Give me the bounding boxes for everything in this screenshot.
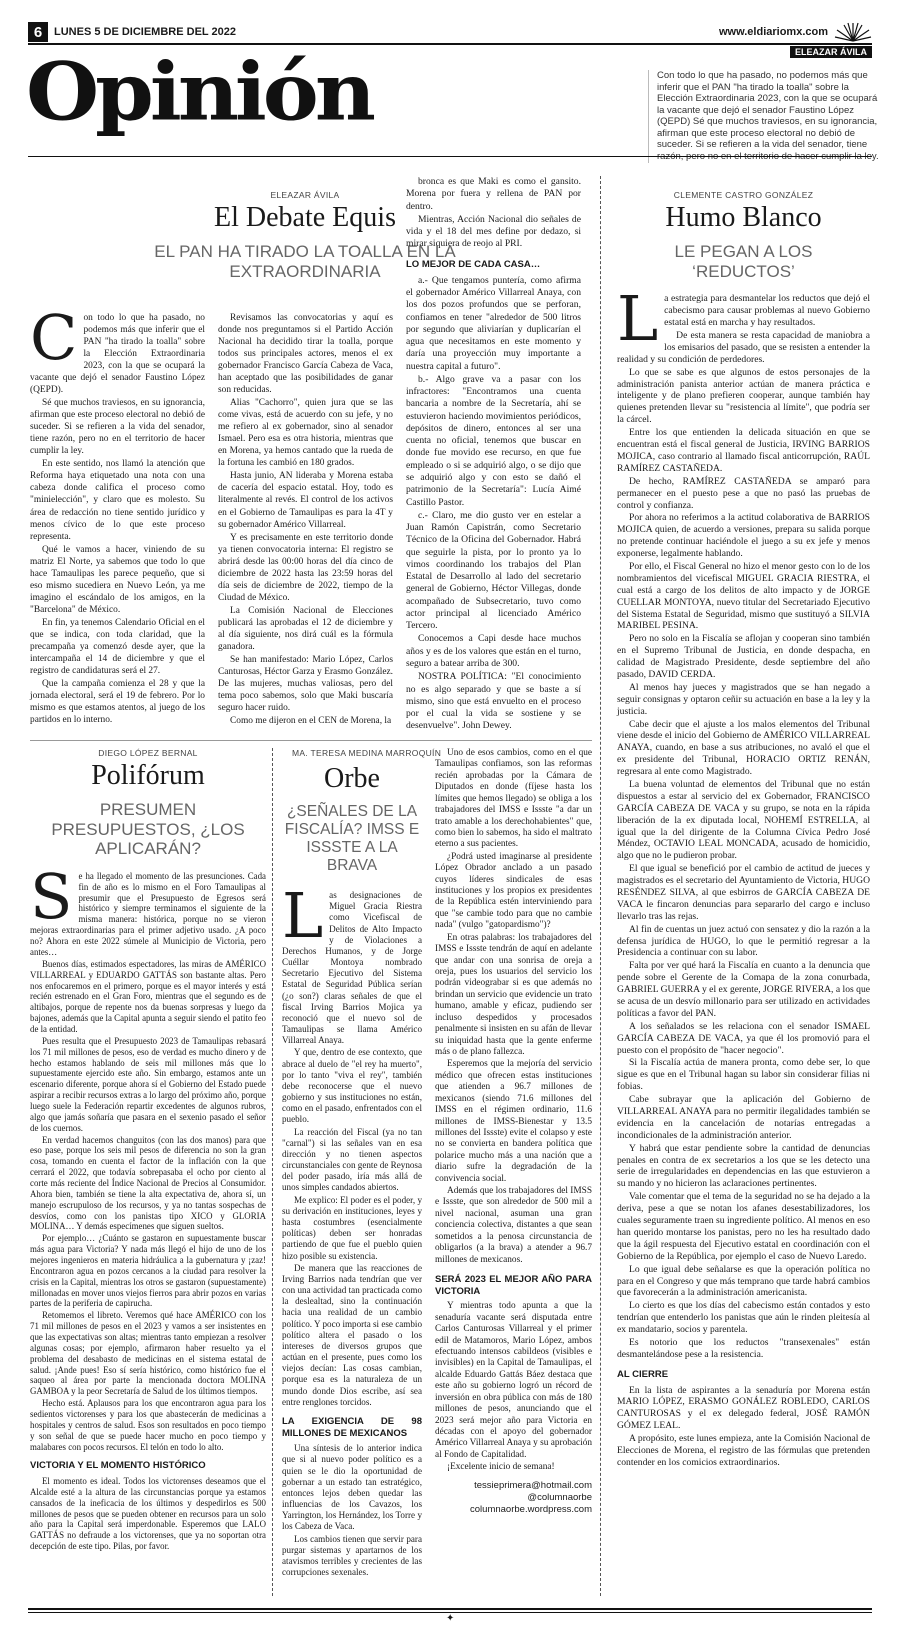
- debate-column-3: [406, 176, 581, 734]
- paragraph: Hecho está. Aplausos para los que encontraron agua para los sedientos victorenses y para los que abastecerán de medicinas a hospitales y centros de salud. Esos son resultados en poco tiempo y son señal de que se puede hacer mucho en poco tiempo y malabares con pocos recursos. El telón en todo lo alto.: [30, 1398, 266, 1452]
- paragraph: NOSTRA POLÍTICA: "El conocimiento no es algo separado y que se baste a sí mismo, sino que está envuelto en el proceso por el cual la vida se sostiene y se desenvuelve". John Dewey.: [406, 671, 581, 732]
- paragraph: b.- Algo grave va a pasar con los infractores: "Encontramos una cuenta bancaria a nombre de la Secretaría, ahí se estuvieron haciendo movimientos periódicos, depósitos de dinero, entonces al ser una cuenta no oficial, tenemos que buscar en donde fue movido ese recurso, en que fue empleado o si se adquirió algo, o se dijo que se adquirió algo y con esto se dañó el patrimonio de la Secretaría": Lucía Aimé Castillo Pastor.: [406, 373, 581, 508]
- paragraph: En este sentido, nos llamó la atención que Reforma haya etiquetado una nota con una cabeza donde califica el proceso como "minielección", y claro que es molesto. Su área de redacción no tiene sentido jurídico y menos cívico de lo que este proceso representa.: [30, 459, 205, 542]
- orbe-title-block: [282, 762, 422, 887]
- footer-ornament-icon: ✦: [446, 1613, 455, 1624]
- section-title: Opinión: [26, 44, 372, 139]
- debate-headline: EL PAN HA TIRADO LA TOALLA EN LA EXTRAORDINARIA: [154, 242, 456, 281]
- debate-column-1: [30, 301, 205, 727]
- paragraph: Sé que muchos traviesos, en su ignorancia, afirman que este proceso electoral no debió de suceder. Si se refieren a la vida del senador, tiene razón, pero no en el territorio de hacer cumplir la ley.: [30, 398, 205, 457]
- paragraph: Revisamos las convocatorias y aquí es donde nos preguntamos si el Partido Acción Nacional ha decidido tirar la toalla, porque todos sus principales actores, menos el ex gobernador Francisco García Cabeza de Vaca, han aceptado que las posibilidades de ganar son reducidas.: [218, 313, 393, 396]
- paragraph: Falta por ver qué hará la Fiscalía en cuanto a la denuncia que pende sobre el Gerente de la Comapa de la zona conurbada, GABRIEL GUERRA y el ex gerente, JORGE RIVERA, a los que se acusa de un desvío millonario para ser utilizado en actividades políticas a favor del PAN.: [617, 960, 870, 1019]
- poliforum-column: [30, 748, 266, 1553]
- paragraph: En otras palabras: los trabajadores del IMSS e Issste tendrán de aquí en adelante que andar con una sonrisa de oreja a oreja, pues los usuarios del servicio los podrán videograbar si es que además no brindan un servicio que evidencie un trato humano, amable y eficaz, pudiendo ser incluso despedidos y procesados penalmente si insisten en su afán de llevar su iniquidad hasta que la gente enferme más o de plano fallezca.: [435, 932, 592, 1057]
- paragraph: Qué le vamos a hacer, viniendo de su matriz El Norte, ya sabemos que todo lo que hace Tamaulipas les parece pequeño, que si eso mismo sucediera en Nuevo León, ya me imagino el escándalo de los amigos, en la "Barcelona" de México.: [30, 544, 205, 615]
- paragraph: Las designaciones de Miguel Gracia Riestra como Vicefiscal de Delitos de Alto Impacto y de Violaciones a Derechos Humanos, y de Jorge Cuéllar Montoya nombrado Secretario Ejecutivo del Sistema Estatal de Seguridad Pública serían (¿o son?) claras señales de que el fiscal Irving Barrios Mojica ya reconoció que el nuevo sol de Tamaulipas se llama Américo Villarreal Anaya.: [282, 879, 422, 1046]
- paragraph: A los señalados se les relaciona con el senador ISMAEL GARCÍA CABEZA DE VACA, ya que él los promovió para el puesto con el propósito de "hacer negocio".: [617, 1020, 870, 1056]
- poliforum-title: Polifórum: [91, 759, 205, 791]
- sunburst-logo-icon: [834, 22, 872, 42]
- paragraph: Por ello, el Fiscal General no hizo el menor gesto con lo de los nombramientos del vicefiscal MIGUEL GRACIA RIESTRA, el cual está a cargo de los delitos de alto impacto y de JORGE CUELLAR MONTOYA, nuevo titular del Secretariado Ejecutivo del Sistema Estatal de Seguridad, mismo que sustituyó a SILVIA MARIBEL PESINA.: [617, 560, 870, 632]
- column-divider-2: [272, 748, 273, 1596]
- paragraph: Lo que igual debe señalarse es que la operación política no para en el Congreso y que más temprano que tarde habrá cambios que favorecerán a la administración americanista.: [617, 1263, 870, 1299]
- subhead: LO MEJOR DE CADA CASA…: [406, 258, 541, 270]
- site-url[interactable]: www.eldiariomx.com: [718, 26, 828, 38]
- paragraph: a.- Que tengamos puntería, como afirma el gobernador Américo Villarreal Anaya, con los dos pozos profundos que se perforan, confiamos en tener "alrededor de 500 litros por segundo que aliviarían y duplicarían el agua que necesitamos en este momento y daría una proyección muy importante a nuestra capital a futuro".: [406, 274, 581, 372]
- page-number: 6: [28, 22, 48, 42]
- paragraph: Retomemos el libreto. Veremos qué hace AMÉRICO con los 71 mil millones de pesos en el 2023 y vamos a ser insistentes en que las expectativas son altas; mientras tanto empiezan a resolver algunas cosas; por ejemplo, afirmaron haber resuelto ya el problema del desabasto de medicinas en el sistema estatal de salud. ¡Ande pues! Eso sí sería histórico, como histórico fue el saqueo al área por parte la mencionada doctora MOLINA GAMBOA y la peor Secretaría de Salud de los últimos tiempos.: [30, 1310, 266, 1397]
- paragraph: Mientras, Acción Nacional dio señales de vida y el 18 del mes define por dedazo, si mirar siquiera de reojo al PRI.: [406, 213, 581, 250]
- subhead: SERÁ 2023 EL MEJOR AÑO PARA VICTORIA: [435, 1273, 592, 1297]
- paragraph: Vale comentar que el tema de la seguridad no se ha dejado a la deriva, pese a que se notan los afanes desestabilizadores, los cuales seguramente traen su ingrediente político. Al menos en eso han querido montarse los panistas, pero no les ha resultado dado que la ágil respuesta del Ejecutivo estatal en coordinación con el Gobierno de la República, por ejemplo el caso de Nuevo Laredo.: [617, 1191, 870, 1262]
- paragraph: Alias "Cachorro", quien jura que se las come vivas, está de acuerdo con su jefe, y no me refiero al ex gobernador, sino al senador Ismael. Pero esa es otra historia, mientras que en Morena, ya hemos cantado que la rueda de la fortuna les cambió en 180 grados.: [218, 398, 393, 469]
- paragraph: Y mientras todo apunta a que la senaduría vacante será disputada entre Carlos Canturosas Villarreal y el primer edil de Matamoros, Mario López, ambos efectuando intensos cabildeos (visibles e invisibles) en la Capital de Tamaulipas, el alcalde Eduardo Gattás Báez destaca que este año su gobierno logró un récord de inversión en obra pública con más de 180 millones de pesos, anunciando que el 2023 será mejor año para Victoria en décadas con el apoyo del gobernador Américo Villarreal Anaya y su aprobación al Fondo de Capitalidad.: [435, 1301, 593, 1460]
- drop-cap: L: [617, 282, 659, 356]
- humo-headline: LE PEGAN A LOS ‘REDUCTOS’: [674, 242, 813, 281]
- orbe-title: Orbe: [324, 763, 380, 794]
- issue-date: LUNES 5 DE DICIEMBRE DEL 2022: [54, 26, 236, 38]
- paragraph: El que igual se benefició por el cambio de actitud de jueces y magistrados es el secretario del Ayuntamiento de Victoria, HUGO RESÉNDEZ SILVA, al que esbirros de GARCÍA CABEZA DE VACA le fincaron denuncias para separarlo del cargo e incluso llevarlo tras las rejas.: [617, 863, 870, 922]
- paragraph: Se ha llegado el momento de las presunciones. Cada fin de año es lo mismo en el Foro Tamaulipas al presumir que el Presupuesto de Egresos será histórico y siempre terminamos el siguiente de la misma manera: histórica, porque no se vieron mejoras extraordinarias para el primer adjetivo usado. ¿A poco no? Ahora en este 2022 súmele al Municipio de Victoria, pero antes…: [30, 859, 266, 957]
- subhead: VICTORIA Y EL MOMENTO HISTÓRICO: [30, 1460, 206, 1472]
- orbe-column-1: [282, 879, 422, 1579]
- paragraph: La buena voluntad de elementos del Tribunal que no están dispuestos a estar al servicio del ex Gobernador, FRANCISCO GARCÍA CABEZA DE VACA y su grupo, se nota en la rápida liberación de la ex diputada local, NOHEMÍ ESTRELLA, al igual que la del dirigente de la Columna Cívica Pedro José Méndez, OCTAVIO LEAL MONCADA, acusado de homicidio, algo que no le pudieron probar.: [617, 778, 870, 862]
- top-bar: [28, 22, 872, 42]
- subhead: AL CIERRE: [617, 1368, 669, 1380]
- debate-title: El Debate Equis: [214, 201, 396, 233]
- paragraph: La estrategia para desmantelar los reductos que dejó el cabecismo para causar problemas al nuevo Gobierno estatal está en marcha y hay resultados.: [617, 282, 870, 356]
- paragraph: Por ejemplo… ¿Cuánto se gastaron en supuestamente buscar más agua para Victoria? Y nada más llegó el hijo de uno de los mejores ingenieros en materia hidráulica a la gubernatura y ¡zaz! Encontraron agua en pozos cercanos a la ciudad para resolver la crisis en la Capital, mientras los otros se gastaron (supuestamente) millonadas en mover unos viejos fierros para abrir pozos en varias partes de la periferia de capirucha.: [30, 1233, 266, 1309]
- paragraph: Uno de esos cambios, como en el que Tamaulipas confiamos, son las reformas recién aprobadas por la Cámara de Diputados en donde (fíjese hasta los límites que hemos llegado) se obliga a los trabajadores del IMSS e Issste "a dar un trato amable a los derechohabientes" que, como bien lo sabemos, ha sido el maltrato eterno a sus pacientes.: [435, 748, 592, 850]
- paragraph: Me explico: El poder es el poder, y su derivación en instituciones, leyes y hasta costumbres (esencialmente políticas) deben ser honradas partiendo de que fue el pueblo quien hizo posible su existencia.: [282, 1194, 422, 1261]
- section-rule: [30, 740, 592, 741]
- paragraph: Los cambios tienen que servir para purgar sistemas y apartarnos de los atavismos terribles y crecientes de las corrupciones sexenales.: [282, 1533, 422, 1578]
- paragraph: Que la campaña comienza el 28 y que la jornada electoral, será el 19 de febrero. Por lo mismo es que estamos atentos, al juego de los partidos en lo interno.: [30, 678, 205, 726]
- paragraph: Cabe subrayar que la aplicación del Gobierno de VILLARREAL ANAYA para no permitir ilegalidades también se evidencia en la cancelación de notarías entregadas a incondicionales de la administración anterior.: [617, 1094, 870, 1141]
- paragraph: Y habrá que estar pendiente sobre la cantidad de denuncias penales en contra de ex secretarios a los que se les detecto una serie de irregularidades en dependencias en las que estuvieron a su mando y no hicieron las aclaraciones pertinentes.: [617, 1142, 870, 1190]
- paragraph: De esta manera se resta capacidad de maniobra a los emisarios del pasado, que se resisten a entender la realidad y su condición de perdedores.: [617, 330, 870, 365]
- poliforum-author: DIEGO LÓPEZ BERNAL: [98, 748, 198, 758]
- paragraph: Y que, dentro de ese contexto, que abrace al duelo de "el rey ha muerto", por lo tanto "viva el rey", también debe reconocerse que el nuevo gobierno y sus instituciones no están, como en el pasado, enfrentados con el pueblo.: [282, 1047, 422, 1125]
- paragraph: Además que los trabajadores del IMSS e Issste, que son alrededor de 500 mil a nivel nacional, asuman una gran conciencia colectiva, distantes a que sean sometidos a la penosa circunstancia de obligarlos (a la brava) a atender a 96.7 millones de mexicanos.: [435, 1186, 592, 1265]
- paragraph: Conocemos a Capi desde hace muchos años y es de los valores que están en el turno, seguro a batear arriba de 300.: [406, 633, 581, 669]
- paragraph: La Comisión Nacional de Elecciones publicará las aprobadas el 12 de diciembre y al día siguiente, nos dirá cuál es la fórmula ganadora.: [218, 605, 393, 652]
- drop-cap: C: [30, 301, 78, 374]
- paragraph: La reacción del Fiscal (ya no tan "carnal") si las señales van en esa dirección y no tienen aspectos circunstanciales con gente de Reynosa del poder pasado, iría más allá de unos simples candados abiertos.: [282, 1126, 422, 1193]
- footer-rule: [28, 1608, 872, 1610]
- paragraph: El momento es ideal. Todos los victorenses deseamos que el Alcalde esté a la altura de las circunstancias porque ya estamos cansados de la ineficacia de los últimos y despedirlos es 500 millones de pesos que se pueden obtener en recursos para un solo año para la Capital será imperdonable. Esperemos que LALO GATTÁS no defraude a los victorenses, que ya no soportan otra decepción de este tipo. Pilas, por favor.: [30, 1476, 266, 1552]
- paragraph: En fin, ya tenemos Calendario Oficial en el que se indica, con toda claridad, que la precampaña ya comenzó desde ayer, que la intercampaña el 14 de diciembre y que el registro de candidaturas será el 27.: [30, 617, 205, 676]
- contact-line[interactable]: tessieprimera@hotmail.com: [474, 1479, 592, 1491]
- orbe-author: MA. TERESA MEDINA MARROQUÍN: [292, 748, 442, 758]
- paragraph: Con todo lo que ha pasado, no podemos más que inferir que el PAN "ha tirado la toalla" sobre la Elección Extraordinaria 2023, con la que se ocupará la vacante que dejó el senador Faustino López (QEPD).: [30, 301, 205, 396]
- paragraph: De hecho, RAMÍREZ CASTAÑEDA se amparó para permanecer en el puesto pese a que no pasó las pruebas de control y confianza.: [617, 475, 870, 511]
- paragraph: Por ahora no referimos a la actitud colaborativa de BARRIOS MOJICA quien, de acuerdo a versiones, prepara su salida porque no pretende continuar haciéndole el juego a su ex jefe y menos exponerse, legalmente hablando.: [617, 512, 870, 560]
- paragraph: Una síntesis de lo anterior indica que si al nuevo poder político es a quien se le dio la oportunidad de gobernar a un estado tan estratégico, entonces lejos deben quedar las influencias de los Cavazos, los Yarrington, los Hernández, los Torre y los Cabeza de Vaca.: [282, 1443, 422, 1532]
- paragraph: Entre los que entienden la delicada situación en que se encuentran está el fiscal general de Justicia, IRVING BARRIOS MOJICA, caso contrario al llamado fiscal anticorrupción, RAÚL RAMÍREZ CASTAÑEDA.: [617, 427, 870, 474]
- teaser-text: Con todo lo que ha pasado, no podemos más que inferir que el PAN "ha tirado la toalla" sobre la Elección Extraordinaria 2023, con la que se ocupará la vacante que dejó el senador Faustino López (QEPD) Sé que muchos traviesos, en su ignorancia, afirman que este proceso electoral no debió de suceder. Si se refieren a la vida del senador, tiene razón, pero no en el territorio de hacer cumplir la ley.: [648, 70, 883, 163]
- masthead-rule: [28, 156, 872, 157]
- paragraph: Pero no solo en la Fiscalía se aflojan y cooperan sino también en el Supremo Tribunal de Justicia, en donde despacha, en calidad de Magistrado Presidente, desde septiembre del año pasado, DAVID CERDA.: [617, 633, 870, 680]
- paragraph: Como me dijeron en el CEN de Morena, la: [230, 716, 392, 727]
- paragraph: Al menos hay jueces y magistrados que se han negado a seguir consignas y optaron ceñir su actuación en base a la ley y la justicia.: [617, 681, 870, 717]
- paragraph: ¡Excelente inicio de semana!: [447, 1462, 555, 1473]
- debate-column-2: [218, 312, 393, 728]
- paragraph: Es notorio que los reductos "transexenales" están desmantelándose pese a la resistencia.: [617, 1336, 870, 1360]
- drop-cap: L: [282, 879, 324, 952]
- orbe-column-2: [435, 748, 592, 1517]
- drop-cap: S: [30, 859, 73, 933]
- subhead: LA EXIGENCIA DE 98 MILLONES DE MEXICANOS: [282, 1415, 422, 1439]
- humo-blanco-column: [617, 190, 870, 1470]
- paragraph: De manera que las reacciones de Irving Barrios nada tendrían que ver con una actividad tan practicada como la deslealtad, sino la continuación hacia una realidad de un cambio político. Y poco importa si ese cambio político altera el pasado o los intereses de diversos grupos que actúan en el presente, pues como los viejos decían: Las cosas cambian, porque esa es la naturaleza de un mundo donde Dios escribe, así sea entre renglones torcidos.: [282, 1262, 422, 1407]
- paragraph: Buenos días, estimados espectadores, las miras de AMÉRICO VILLARREAL y EDUARDO GATTÁS son bastante altas. Pero nos enfocaremos en el primero, porque es el mayor interés y está recién estrenado en el Gran Foro, mientras que el segundo es de altibajos, porque de repente nos da buenas sorpresas y luego da bajones, además que la Capital apunta a seguir siendo el patito feo de la entidad.: [30, 958, 266, 1034]
- paragraph: ¿Podrá usted imaginarse al presidente López Obrador anclado a un pasado cuyos líderes sindicales de esas instituciones y los propios ex presidentes de la República estén interviniendo para que "se cambie todo para que no cambie nada" (vulgo "gatopardismo")?: [435, 851, 592, 931]
- paragraph: Pues resulta que el Presupuesto 2023 de Tamaulipas rebasará los 71 mil millones de pesos, eso de verdad es mucho dinero y de hecho estamos hablando de seis mil millones más que lo supuestamente ejercido este año. Sin embargo, estamos ante un escenario diferente, porque ahora sí el Gobierno del Estado puede aspirar a recibir recursos extras a lo largo del próximo año, porque luego suele la Federación repartir excedentes de algunos rubros, algo que jamás soñaría que pasara en el sexenio pasado el señor de los cuernos.: [30, 1035, 266, 1133]
- paragraph: Si la Fiscalía actúa de manera pronta, como debe ser, lo que sigue es que en el Tribunal hagan su labor sin considerar filias ni fobias.: [617, 1057, 870, 1093]
- contact-line[interactable]: columnaorbe.wordpress.com: [470, 1504, 592, 1516]
- orbe-headline: ¿SEÑALES DE LA FISCALÍA? IMSS E ISSSTE A LA BRAVA: [284, 803, 420, 874]
- contact-line[interactable]: @columnaorbe: [527, 1492, 592, 1503]
- paragraph: Lo cierto es que los días del cabecismo están contados y esto tendrían que entenderlo los panistas que aún le rinden pleitesía al ex mandatario, socios y parentela.: [617, 1300, 870, 1336]
- humo-title: Humo Blanco: [665, 201, 822, 233]
- paragraph: Esperemos que la mejoría del servicio médico que ofrecen estas instituciones que atienden a 96.7 millones de mexicanos (siendo 71.6 millones del IMSS en el régimen ordinario, 11.6 millones de IMSS-Bienestar y 13.5 millones del Issste) evite el colapso y este no se convierta en bandera política que polarice mucho más a una nación que a diario sufre la degradación de la convivencia social.: [435, 1059, 592, 1184]
- paragraph: c.- Claro, me dio gusto ver en estelar a Juan Ramón Capistrán, como Secretario Técnico de la Oficina del Gobernador. Habrá que seguirle la pista, por lo pronto ya lo vimos coordinando los trabajos del Plan Estatal de Desarrollo al lado del secretario general de Gobierno, Héctor Villegas, donde acompañado de Subsecretario, tuvo como actor principal al licenciado Américo Tercero.: [406, 509, 581, 632]
- paragraph: A propósito, este lunes empieza, ante la Comisión Nacional de Elecciones de Morena, el registro de las fórmulas que pretenden contender en los comicios extraordinarios.: [617, 1433, 870, 1468]
- paragraph: En verdad hacemos changuitos (con las dos manos) para que eso pase, porque los seis mil pesos de diferencia no son la gran cosa, tomando en cuenta el factor de la inflación con la que cerrará el 2022, que todavía sobrepasaba el ocho por ciento al corte más reciente del Índice Nacional de Precios al Consumidor. Ahora bien, también se tiene la alta expectativa de, ahora sí, un manejo escrupuloso de los recursos, y ya no tantas sospechas de desvíos, como con los panistas tipo XICO y GLORIA MOLINA… Y demás especímenes que siguen sueltos.: [30, 1134, 266, 1232]
- poliforum-headline: PRESUMEN PRESUPUESTOS, ¿LOS APLICARÁN?: [51, 800, 245, 859]
- debate-author: ELEAZAR ÁVILA: [270, 190, 340, 200]
- paragraph: Lo que se sabe es que algunos de estos personajes de la administración panista anterior actúan de manera práctica e inteligente y de plano prefieren cooperar, aunque también hay quienes pretenden llevar su "resistencia al límite", que podría ser la cárcel.: [617, 366, 870, 426]
- paragraph: Y es precisamente en este territorio donde ya tienen convocatoria interna: El registro se abrirá desde las 00:00 horas del día cinco de diciembre de 2022 hasta las 23:59 horas del día seis de diciembre de 2022, tiempo de la Ciudad de México.: [218, 532, 393, 603]
- paragraph: bronca es que Maki es como el gansito. Morena por fuera y rellena de PAN por dentro.: [406, 176, 581, 212]
- byline-badge: ELEAZAR ÁVILA: [790, 46, 872, 58]
- paragraph: Se han manifestado: Mario López, Carlos Canturosas, Héctor Garza y Erasmo González. De las mujeres, muchas valiosas, pero del tema poco sabemos, solo que Maki buscaría seguro hacer ruido.: [218, 654, 393, 713]
- paragraph: En la lista de aspirantes a la senaduría por Morena están MARIO LÓPEZ, ERASMO GONÁLEZ ROBLEDO, CARLOS CANTUROSAS y el ex delegado federal, JOSÉ RAMÓN GÓMEZ LEAL.: [617, 1384, 870, 1432]
- author-contact: [435, 1480, 592, 1517]
- humo-author: CLEMENTE CASTRO GONZÁLEZ: [673, 190, 814, 200]
- column-divider: [600, 176, 601, 1596]
- paragraph: Al fin de cuentas un juez actuó con sensatez y dio la razón a la defensa jurídica de HUGO, lo que le permitió regresar a la Presidencia a continuar con su labor.: [617, 923, 870, 959]
- paragraph: Cabe decir que el ajuste a los malos elementos del Tribunal viene desde el inicio del Gobierno de AMÉRICO VILLARREAL ANAYA, cuando, en base a sus atribuciones, no avaló el que el ex presidente del Tribunal, HORACIO ORTIZ RENÁN, regresara al ente como Magistrado.: [617, 718, 870, 778]
- paragraph: Hasta junio, AN lideraba y Morena estaba de cacería del espacio estatal. Hoy, todo es literalmente al revés. El control de los activos en el Gobierno de Tamaulipas es para la 4T y su gobernador Américo Villarreal.: [218, 471, 393, 530]
